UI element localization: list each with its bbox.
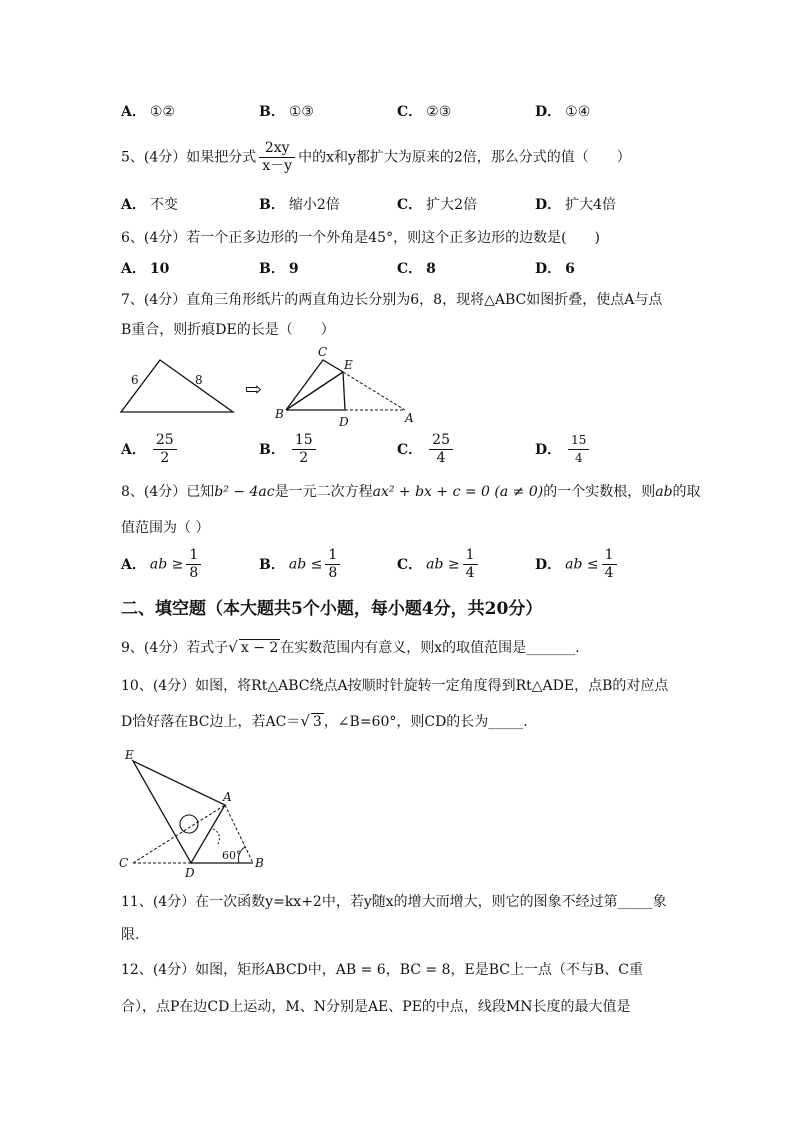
q10-stem-line1: 10、(4分）如图，将Rt△ABC绕点A按顺时针旋转一定角度得到Rt△ADE，点B的对应点 — [121, 678, 669, 694]
q10-point-c-label: C — [119, 856, 129, 870]
q11-stem-line2: 限. — [121, 927, 140, 943]
q7-point-d-label: D — [339, 415, 349, 429]
q8-equation: ax² + bx + c = 0 (a ≠ 0) — [372, 484, 544, 500]
q6-option-c: C． 8 — [397, 261, 436, 277]
q8-stem-line2: 值范围为（ ） — [121, 520, 210, 536]
q7-segment-be — [286, 372, 343, 410]
q8-option-a: A． ab ≥ $\frac{1}{8}$ — [121, 547, 204, 582]
q7-option-b: B． $\frac{15}{2}$ — [259, 432, 319, 467]
q5-option-d: D． 扩大4倍 — [535, 197, 617, 213]
q7-side-8-label: 8 — [195, 373, 203, 387]
q9-stem: 9、(4分）若式子√ x − 2 在实数范围内有意义，则x的取值范围是_______. — [121, 638, 580, 656]
q8-option-b: B． ab ≤ $\frac{1}{8}$ — [259, 547, 343, 582]
q7-dashed-ea — [343, 372, 405, 410]
q12-stem-line1: 12、(4分）如图，矩形ABCD中，AB = 6，BC = 8，E是BC上一点（不与B、C重 — [121, 962, 643, 978]
q10-angle-arc-a — [213, 829, 220, 845]
q10-point-b-label: B — [255, 856, 264, 870]
q8-discriminant: b² − 4ac — [214, 484, 275, 500]
q6-stem: 6、(4分）若一个正多边形的一个外角是45°，则这个正多边形的边数是( ) — [121, 230, 601, 246]
q12-stem-line2: 合），点P在边CD上运动，M、N分别是AE、PE的中点，线段MN长度的最大值是 — [121, 999, 631, 1015]
q7-option-d: D． $\frac{15}{4}$ — [535, 432, 592, 467]
q8-option-c: C． ab ≥ $\frac{1}{4}$ — [397, 547, 481, 582]
q10-angle-60-label: 60° — [222, 849, 242, 862]
q7-point-b-label: B — [275, 407, 284, 421]
q7-folded-triangle — [286, 360, 343, 410]
q10-figure — [115, 745, 275, 880]
q4-option-a: A． ①② — [121, 104, 175, 120]
q8-stem-line1: 8、(4分）已知b² − 4ac是一元二次方程ax² + bx + c = 0 (a ≠ 0)的一个实数根，则ab的取 — [121, 484, 701, 500]
q10-stem-line2: D恰好落在BC边上，若AC＝√ 3 ，∠B=60°，则CD的长为_____. — [121, 712, 528, 730]
q6-option-b: B． 9 — [259, 261, 299, 277]
q5-option-c: C． 扩大2倍 — [397, 197, 478, 213]
q6-option-d: D． 6 — [535, 261, 575, 277]
q6-option-a: A． 10 — [121, 261, 170, 277]
q7-stem-line1: 7、(4分）直角三角形纸片的两直角边长分别为6，8，现将△ABC如图折叠，使点A与点 — [121, 292, 663, 308]
q7-option-c: C． $\frac{25}{4}$ — [397, 432, 456, 467]
q10-radicand: 3 — [312, 714, 322, 730]
q5-prefix: 5、(4分）如果把分式 — [121, 149, 257, 166]
q5-option-a: A． 不变 — [121, 197, 178, 213]
q9-radicand: x − 2 — [240, 640, 279, 656]
q7-point-c-label: C — [318, 345, 328, 359]
q7-arrow-icon: ⇨ — [245, 377, 262, 401]
q7-point-a-label: A — [405, 411, 414, 425]
q4-option-b: B． ①③ — [259, 104, 314, 120]
q10-dashed-ca — [133, 805, 225, 863]
q10-point-a-label: A — [223, 790, 232, 804]
q7-crease-de — [343, 372, 345, 410]
q10-triangle-ade — [133, 761, 225, 863]
q4-option-c: C． ②③ — [397, 104, 452, 120]
q11-stem-line1: 11、(4分）在一次函数y=kx+2中，若y随x的增大而增大，则它的图象不经过第_____象 — [121, 894, 667, 910]
section2-title: 二、填空题（本大题共5个小题，每小题4分，共20分） — [121, 599, 543, 619]
q10-point-e-label: E — [125, 748, 134, 762]
q7-point-e-label: E — [344, 358, 353, 372]
q7-side-6-label: 6 — [131, 373, 139, 387]
q5-fraction: $\frac{2xy}{x-y}$ — [259, 140, 295, 175]
q10-circle-mark — [180, 815, 198, 833]
q10-point-d-label: D — [185, 866, 195, 880]
q7-figure — [115, 342, 425, 430]
q5-option-b: B． 缩小2倍 — [259, 197, 340, 213]
q4-option-d: D． ①④ — [535, 104, 591, 120]
q7-stem-line2: B重合，则折痕DE的长是（ ） — [121, 322, 335, 338]
q7-option-a: A． $\frac{25}{2}$ — [121, 432, 180, 467]
q5-suffix: 中的x和y都扩大为原来的2倍，那么分式的值（ ） — [298, 149, 631, 166]
q8-option-d: D． ab ≤ $\frac{1}{4}$ — [535, 547, 620, 582]
q5-stem — [121, 140, 631, 175]
